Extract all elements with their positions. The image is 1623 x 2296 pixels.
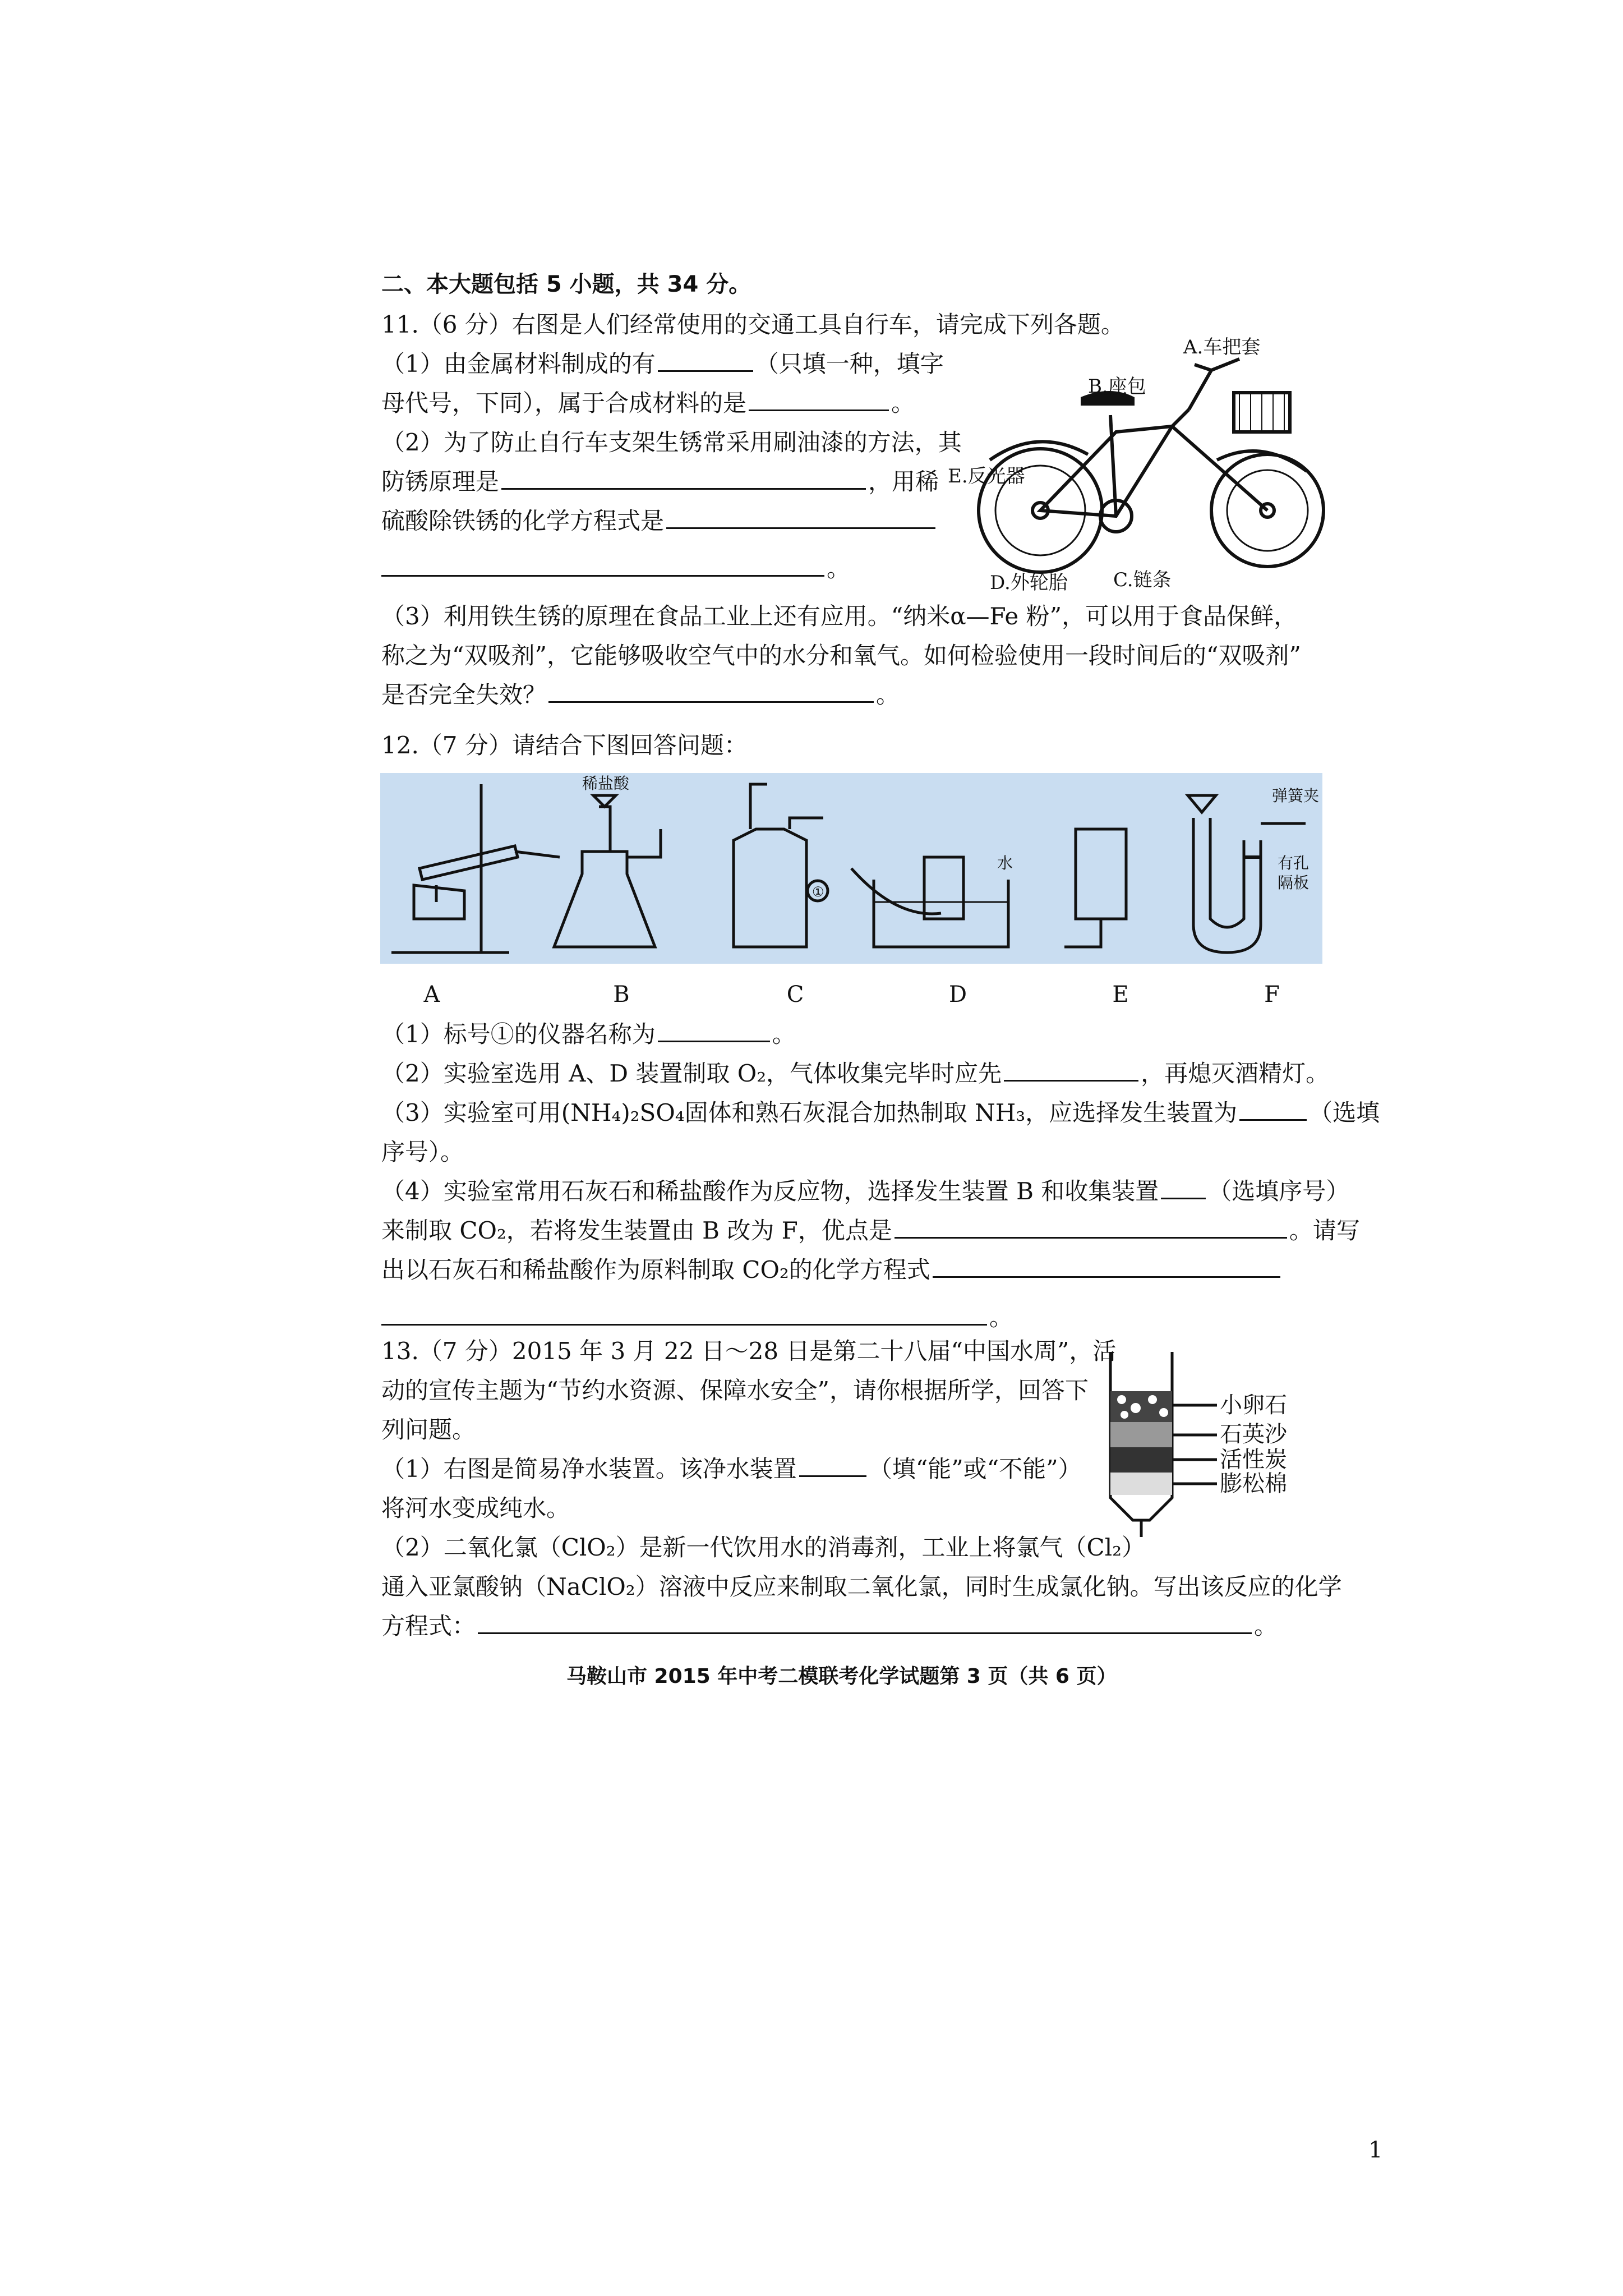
q13-part2-text3: 方程式： bbox=[381, 1612, 476, 1640]
apparatus-label-a: A bbox=[423, 982, 440, 1007]
period: 。 bbox=[891, 389, 915, 417]
q11-part2-line2 bbox=[381, 466, 939, 498]
answer-blank[interactable] bbox=[1004, 1057, 1138, 1082]
bicycle-figure bbox=[948, 331, 1329, 595]
q11-part2-text3: ，用稀 bbox=[868, 468, 939, 495]
q12-part4-line2 bbox=[381, 1214, 1360, 1247]
bike-label-a: A.车把套 bbox=[1183, 336, 1261, 358]
label-plate-2: 隔板 bbox=[1278, 873, 1310, 892]
lab-apparatus-figure bbox=[380, 773, 1322, 964]
filter-label-sand: 石英沙 bbox=[1220, 1421, 1287, 1447]
apparatus-label-c: C bbox=[786, 982, 804, 1007]
q12-part4-line bbox=[381, 1175, 1349, 1208]
apparatus-label-b: B bbox=[613, 982, 630, 1007]
q12-part4-line3 bbox=[381, 1254, 1283, 1286]
q12-part2-text: （2）实验室选用 A、D 装置制取 O₂，气体收集完毕时应先 bbox=[381, 1060, 1002, 1087]
answer-blank[interactable] bbox=[1239, 1097, 1307, 1121]
q13-part1-text2: （填“能”或“不能”） bbox=[868, 1455, 1082, 1483]
q13-part1-line bbox=[381, 1453, 1082, 1485]
q13-stem3: 列问题。 bbox=[381, 1416, 476, 1443]
answer-blank[interactable] bbox=[666, 505, 935, 529]
answer-blank[interactable] bbox=[895, 1214, 1287, 1239]
answer-blank[interactable] bbox=[933, 1254, 1280, 1278]
q13-part1-text: （1）右图是简易净水装置。该净水装置 bbox=[381, 1455, 797, 1483]
filter-label-pebbles: 小卵石 bbox=[1220, 1392, 1287, 1418]
answer-blank[interactable] bbox=[799, 1453, 866, 1477]
period: 。 bbox=[827, 555, 851, 582]
period: 。 bbox=[1254, 1612, 1278, 1640]
filter-label-carbon: 活性炭 bbox=[1220, 1447, 1287, 1473]
q11-part3-text3: 是否完全失效？ bbox=[381, 681, 547, 708]
q12-part4-text4: 。请写 bbox=[1289, 1217, 1360, 1244]
label-circle-1: ① bbox=[812, 884, 824, 900]
page-number: 1 bbox=[1368, 2137, 1383, 2163]
section-title: 二、本大题包括 5 小题，共 34 分。 bbox=[381, 272, 751, 297]
bike-label-e: E.反光器 bbox=[948, 465, 1025, 487]
q12-part1-line bbox=[381, 1018, 796, 1051]
answer-blank[interactable] bbox=[749, 387, 889, 411]
q12-part3-text3: 序号）。 bbox=[381, 1138, 464, 1166]
answer-blank[interactable] bbox=[478, 1610, 1252, 1634]
q12-part4-text5: 出以石灰石和稀盐酸作为原料制取 CO₂的化学方程式 bbox=[381, 1256, 930, 1283]
answer-blank[interactable] bbox=[381, 553, 824, 577]
q12-part2-text2: ，再熄灭酒精灯。 bbox=[1141, 1060, 1330, 1087]
q11-part1-hint: （只填一种，填字 bbox=[755, 350, 944, 378]
q12-part3-text2: （选填 bbox=[1309, 1099, 1380, 1126]
q11-part2-line3 bbox=[381, 505, 938, 537]
answer-blank[interactable] bbox=[501, 466, 866, 490]
q13-part1-text3: 将河水变成纯水。 bbox=[381, 1494, 570, 1522]
apparatus-label-d: D bbox=[948, 982, 967, 1007]
q11-part3-line3 bbox=[381, 679, 900, 711]
q11-part2-text4: 硫酸除铁锈的化学方程式是 bbox=[381, 507, 665, 535]
q12-part4-text2: （选填序号） bbox=[1208, 1177, 1350, 1205]
q12-part4-line4 bbox=[381, 1301, 1013, 1334]
q11-part2-text: （2）为了防止自行车支架生锈常采用刷油漆的方法，其 bbox=[381, 429, 962, 456]
q11-part3-text2: 称之为“双吸剂”，它能够吸收空气中的水分和氧气。如何检验使用一段时间后的“双吸剂” bbox=[381, 642, 1301, 669]
q13-stem2: 动的宣传主题为“节约水资源、保障水安全”，请你根据所学，回答下 bbox=[381, 1377, 1089, 1404]
q13-part2-line3 bbox=[381, 1610, 1278, 1642]
q12-part4-text: （4）实验室常用石灰石和稀盐酸作为反应物，选择发生装置 B 和收集装置 bbox=[381, 1177, 1159, 1205]
answer-blank[interactable] bbox=[548, 679, 874, 703]
q13-part2-text2: 通入亚氯酸钠（NaClO₂）溶液中反应来制取二氧化氯，同时生成氯化钠。写出该反应的化学 bbox=[381, 1573, 1342, 1600]
period: 。 bbox=[772, 1020, 796, 1048]
q12-part1-text: （1）标号①的仪器名称为 bbox=[381, 1020, 656, 1048]
q12-part2-line bbox=[381, 1057, 1329, 1090]
q11-stem: 11.（6 分）右图是人们经常使用的交通工具自行车，请完成下列各题。 bbox=[381, 311, 1124, 338]
bike-label-d: D.外轮胎 bbox=[990, 572, 1068, 594]
answer-blank[interactable] bbox=[381, 1301, 987, 1326]
q11-part2-line4 bbox=[381, 553, 850, 585]
answer-blank[interactable] bbox=[658, 1018, 770, 1042]
q11-part1-line bbox=[381, 348, 944, 380]
period: 。 bbox=[989, 1304, 1013, 1331]
filter-label-cotton: 膨松棉 bbox=[1220, 1471, 1287, 1497]
label-plate-1: 有孔 bbox=[1278, 854, 1310, 872]
answer-blank[interactable] bbox=[658, 348, 753, 372]
apparatus-label-e: E bbox=[1112, 982, 1129, 1007]
q11-part3-text: （3）利用铁生锈的原理在食品工业上还有应用。“纳米α—Fe 粉”，可以用于食品保鲜， bbox=[381, 602, 1298, 630]
q11-part1-text: （1）由金属材料制成的有 bbox=[381, 350, 656, 378]
water-filter-figure bbox=[1099, 1352, 1340, 1543]
q12-part4-text3: 来制取 CO₂，若将发生装置由 B 改为 F，优点是 bbox=[381, 1217, 892, 1244]
q12-stem: 12.（7 分）请结合下图回答问题： bbox=[381, 731, 748, 759]
q12-part3-line bbox=[381, 1097, 1380, 1129]
apparatus-label-f: F bbox=[1264, 982, 1280, 1007]
bike-label-c: C.链条 bbox=[1113, 569, 1172, 591]
label-clip: 弹簧夹 bbox=[1272, 786, 1320, 805]
q12-part3-text: （3）实验室可用(NH₄)₂SO₄固体和熟石灰混合加热制取 NH₃，应选择发生装置为 bbox=[381, 1099, 1238, 1126]
q13-stem: 13.（7 分）2015 年 3 月 22 日～28 日是第二十八届“中国水周”，活 bbox=[381, 1337, 1117, 1365]
label-water: 水 bbox=[997, 854, 1013, 872]
bike-label-b: B.座包 bbox=[1088, 375, 1146, 398]
label-acid: 稀盐酸 bbox=[582, 774, 630, 793]
page-footer: 马鞍山市 2015 年中考二模联考化学试题第 3 页（共 6 页） bbox=[566, 1665, 1117, 1688]
q11-part2-text2: 防锈原理是 bbox=[381, 468, 500, 495]
period: 。 bbox=[876, 681, 900, 708]
answer-blank[interactable] bbox=[1161, 1175, 1206, 1199]
q13-part2-text: （2）二氧化氯（ClO₂）是新一代饮用水的消毒剂，工业上将氯气（Cl₂） bbox=[381, 1534, 1145, 1561]
q11-part1-text2: 母代号，下同），属于合成材料的是 bbox=[381, 389, 747, 417]
q11-part1-line2 bbox=[381, 387, 915, 420]
